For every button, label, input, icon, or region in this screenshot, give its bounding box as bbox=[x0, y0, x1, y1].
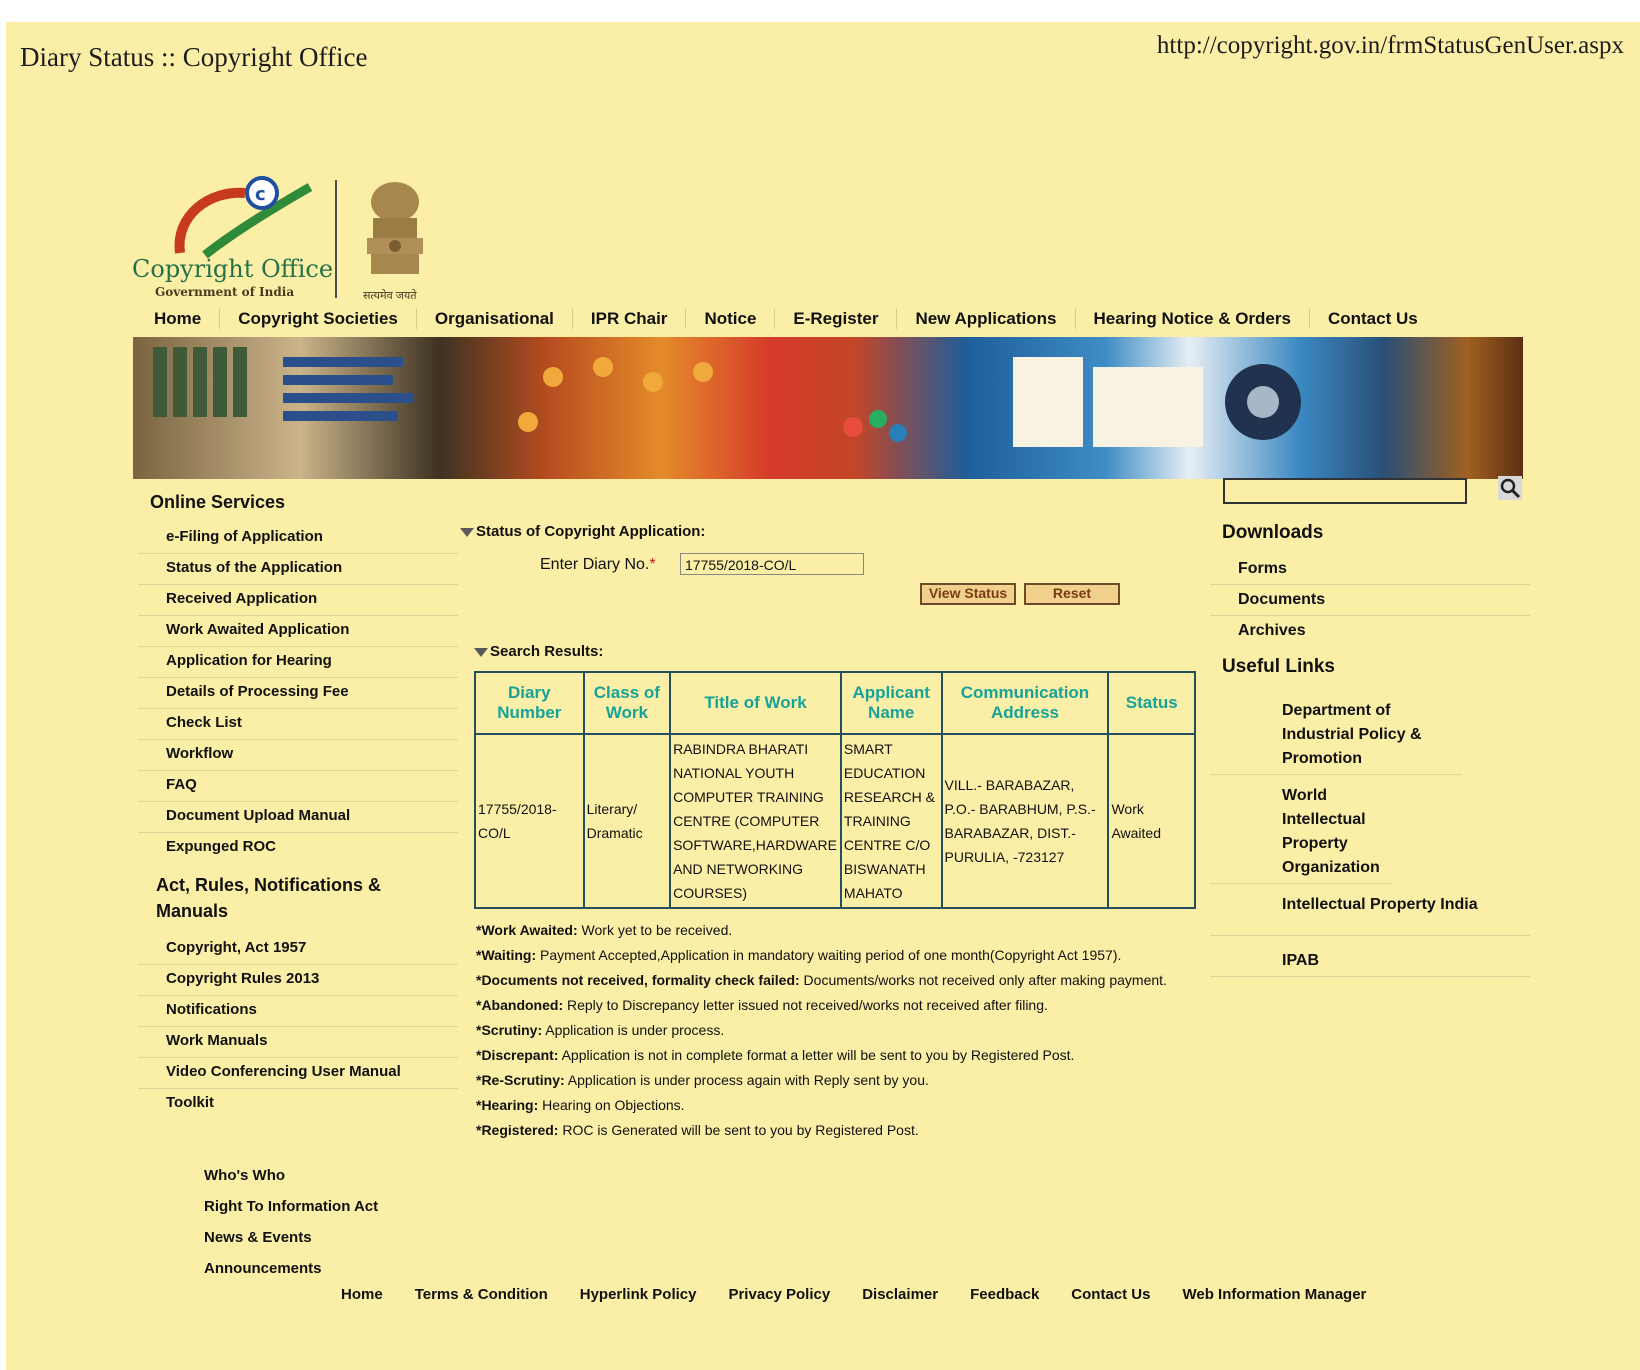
nav-home[interactable]: Home bbox=[136, 309, 220, 329]
main-content bbox=[460, 523, 1200, 901]
nav-organisational[interactable]: Organisational bbox=[417, 309, 573, 329]
logo-subtitle: Government of India bbox=[155, 285, 295, 299]
diary-label: Enter Diary No. bbox=[540, 556, 650, 573]
sidebar-item-upload-manual[interactable]: Document Upload Manual bbox=[138, 802, 458, 833]
header-banner-image bbox=[133, 337, 1523, 479]
online-services-heading: Online Services bbox=[150, 492, 286, 512]
banner-artwork bbox=[133, 337, 1523, 479]
nav-e-register[interactable]: E-Register bbox=[775, 309, 897, 329]
right-sidebar bbox=[1210, 522, 1530, 977]
sidebar-item-workflow[interactable]: Workflow bbox=[138, 740, 458, 771]
search-icon[interactable] bbox=[1498, 476, 1522, 500]
status-section-header[interactable] bbox=[460, 523, 1200, 540]
link-ip-india[interactable]: Intellectual Property India bbox=[1210, 890, 1530, 936]
footer-contact-us[interactable]: Contact Us bbox=[1071, 1286, 1151, 1303]
site-logo[interactable] bbox=[130, 175, 450, 305]
cell-status: Work Awaited bbox=[1108, 734, 1195, 908]
legend-item: *Discrepant: Application is not in complete format a letter will be sent to you by Registered Post. bbox=[476, 1047, 1075, 1063]
nav-copyright-societies[interactable]: Copyright Societies bbox=[220, 309, 417, 329]
sidebar-item-expunged-roc[interactable]: Expunged ROC bbox=[166, 838, 277, 855]
useful-links-heading: Useful Links bbox=[1222, 656, 1335, 677]
footer-web-info-manager[interactable]: Web Information Manager bbox=[1182, 1286, 1367, 1303]
nav-notice[interactable]: Notice bbox=[686, 309, 775, 329]
download-forms[interactable]: Forms bbox=[1210, 554, 1530, 585]
results-heading: Search Results: bbox=[490, 643, 604, 660]
legend-item: *Work Awaited: Work yet to be received. bbox=[476, 922, 733, 938]
national-emblem-icon bbox=[355, 180, 435, 280]
logo-divider bbox=[335, 180, 337, 298]
diary-label-row bbox=[540, 556, 656, 574]
col-class-of-work: Class of Work bbox=[584, 672, 670, 734]
footer-terms[interactable]: Terms & Condition bbox=[414, 1286, 548, 1303]
sidebar-item-e-filing[interactable]: e-Filing of Application bbox=[138, 523, 458, 554]
collapse-triangle-icon[interactable] bbox=[474, 648, 488, 657]
link-whos-who[interactable]: Who's Who bbox=[204, 1167, 286, 1184]
top-navigation bbox=[136, 304, 1496, 334]
status-section-heading: Status of Copyright Application: bbox=[476, 523, 706, 540]
sidebar-item-processing-fee[interactable]: Details of Processing Fee bbox=[138, 678, 458, 709]
legend-item: *Re-Scrutiny: Application is under process again with Reply sent by you. bbox=[476, 1072, 929, 1088]
sidebar-item-work-awaited[interactable]: Work Awaited Application bbox=[138, 616, 458, 647]
footer-disclaimer[interactable]: Disclaimer bbox=[862, 1286, 939, 1303]
legend-item: *Registered: ROC is Generated will be sent to you by Registered Post. bbox=[476, 1122, 919, 1138]
col-status: Status bbox=[1108, 672, 1195, 734]
diary-number-input[interactable]: 17755/2018-CO/L bbox=[680, 553, 864, 575]
legend-item: *Waiting: Payment Accepted,Application in mandatory waiting period of one month(Copyright Act 1957). bbox=[476, 947, 1122, 963]
results-section-header[interactable] bbox=[474, 643, 603, 660]
footer-home[interactable]: Home bbox=[341, 1286, 383, 1303]
col-title-of-work: Title of Work bbox=[670, 672, 841, 734]
sidebar-item-status[interactable]: Status of the Application bbox=[138, 554, 458, 585]
sidebar-item-video-conf-manual[interactable]: Video Conferencing User Manual bbox=[138, 1058, 458, 1089]
cell-class-of-work: Literary/ Dramatic bbox=[584, 734, 670, 908]
sidebar-item-copyright-rules[interactable]: Copyright Rules 2013 bbox=[138, 965, 458, 996]
col-diary-number: Diary Number bbox=[475, 672, 584, 734]
link-rti-act[interactable]: Right To Information Act bbox=[204, 1198, 379, 1215]
emblem-caption: सत्यमेव जयते bbox=[363, 290, 417, 302]
sidebar-item-hearing[interactable]: Application for Hearing bbox=[138, 647, 458, 678]
reset-button[interactable]: Reset bbox=[1024, 583, 1120, 605]
link-news-events[interactable]: News & Events bbox=[204, 1229, 312, 1246]
sidebar-item-copyright-act[interactable]: Copyright, Act 1957 bbox=[138, 934, 458, 965]
sidebar-item-received[interactable]: Received Application bbox=[138, 585, 458, 616]
misc-links bbox=[204, 1160, 378, 1284]
cell-title-of-work: RABINDRA BHARATI NATIONAL YOUTH COMPUTER TRAINING CENTRE (COMPUTER SOFTWARE,HARDWARE AND NETWORKING COURSES) bbox=[670, 734, 841, 908]
link-wipo[interactable]: World Intellectual Property Organization bbox=[1210, 781, 1392, 884]
left-sidebar bbox=[138, 492, 458, 1120]
table-row bbox=[475, 734, 1195, 908]
legend-item: *Documents not received, formality check failed: Documents/works not received only after making payment. bbox=[476, 972, 1167, 988]
cell-address: VILL.- BARABAZAR, P.O.- BARABHUM, P.S.- BARABAZAR, DIST.- PURULIA, -723127 bbox=[942, 734, 1109, 908]
footer-feedback[interactable]: Feedback bbox=[970, 1286, 1040, 1303]
cell-applicant-name: SMART EDUCATION RESEARCH & TRAINING CENTRE C/O BISWANATH MAHATO bbox=[841, 734, 942, 908]
acts-heading: Act, Rules, Notifications & Manuals bbox=[156, 875, 382, 921]
nav-ipr-chair[interactable]: IPR Chair bbox=[573, 309, 687, 329]
footer-links bbox=[325, 1286, 1382, 1303]
download-documents[interactable]: Documents bbox=[1210, 585, 1530, 616]
nav-new-applications[interactable]: New Applications bbox=[897, 309, 1075, 329]
legend-item: *Hearing: Hearing on Objections. bbox=[476, 1097, 685, 1113]
site-search-input[interactable] bbox=[1223, 478, 1467, 504]
sidebar-item-check-list[interactable]: Check List bbox=[138, 709, 458, 740]
copyright-logo-icon bbox=[170, 175, 320, 265]
footer-privacy-policy[interactable]: Privacy Policy bbox=[728, 1286, 831, 1303]
sidebar-item-faq[interactable]: FAQ bbox=[138, 771, 458, 802]
col-communication-address: Communication Address bbox=[942, 672, 1109, 734]
sidebar-item-work-manuals[interactable]: Work Manuals bbox=[138, 1027, 458, 1058]
sidebar-item-toolkit[interactable]: Toolkit bbox=[166, 1094, 215, 1111]
view-status-button[interactable]: View Status bbox=[920, 583, 1016, 605]
col-applicant-name: Applicant Name bbox=[841, 672, 942, 734]
legend-item: *Abandoned: Reply to Discrepancy letter issued not received/works not received after filing. bbox=[476, 997, 1048, 1013]
nav-contact-us[interactable]: Contact Us bbox=[1327, 309, 1418, 328]
collapse-triangle-icon[interactable] bbox=[460, 528, 474, 537]
logo-name: Copyright Office bbox=[132, 255, 334, 283]
cell-diary-number: 17755/2018-CO/L bbox=[475, 734, 584, 908]
sidebar-item-notifications[interactable]: Notifications bbox=[138, 996, 458, 1027]
print-header-url: http://copyright.gov.in/frmStatusGenUser.aspx bbox=[1156, 32, 1624, 59]
footer-hyperlink-policy[interactable]: Hyperlink Policy bbox=[579, 1286, 697, 1303]
downloads-heading: Downloads bbox=[1222, 522, 1324, 543]
required-marker: * bbox=[649, 556, 656, 573]
download-archives[interactable]: Archives bbox=[1238, 622, 1306, 639]
link-ipab[interactable]: IPAB bbox=[1210, 946, 1530, 977]
table-header-row bbox=[475, 672, 1195, 734]
print-header-title: Diary Status :: Copyright Office bbox=[20, 42, 368, 72]
legend-item: *Scrutiny: Application is under process. bbox=[476, 1022, 725, 1038]
link-dipp[interactable]: Department of Industrial Policy & Promotion bbox=[1210, 696, 1462, 775]
status-legend bbox=[476, 918, 1196, 1143]
link-announcements[interactable]: Announcements bbox=[204, 1260, 322, 1277]
svg-text:c: c bbox=[255, 184, 266, 205]
results-table bbox=[474, 671, 1196, 909]
nav-hearing-notice[interactable]: Hearing Notice & Orders bbox=[1076, 309, 1310, 329]
